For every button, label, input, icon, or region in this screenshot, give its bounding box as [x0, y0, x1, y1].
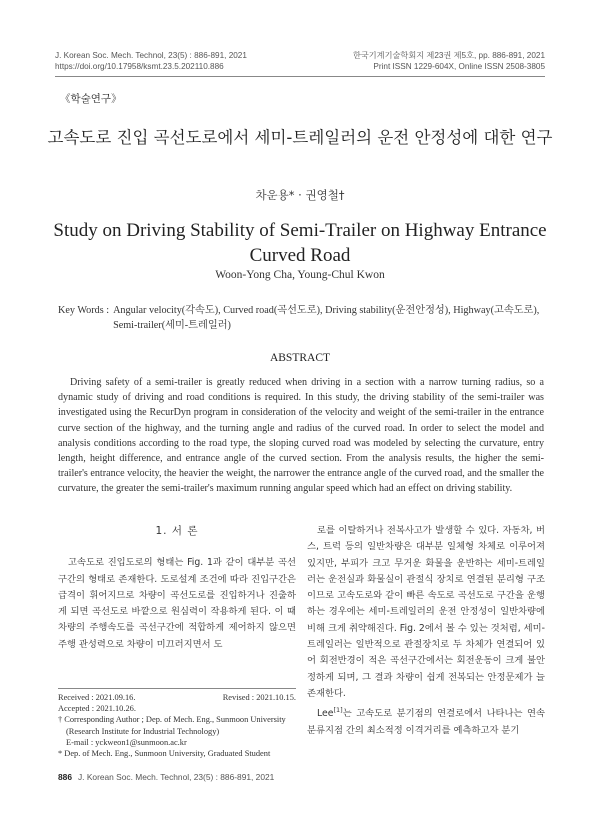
- doi-link[interactable]: https://doi.org/10.17958/ksmt.23.5.202110.886: [55, 62, 224, 71]
- page-footer: [58, 772, 274, 782]
- abstract-text: Driving safety of a semi-trailer is greatly reduced when driving in a section with a narrow turning radius, so a dynamic study of driving and road conditions is required. In this study, the driving stability of the semi-trailer was investigated using the RecurDyn program in consideration of the velocity and weight of the semi-trailer in the entrance curve section of the highway, and the turning angle and radius of the curved road. In order to select the model and analysis conditions according to the road type, the sloping curved road was modeled by selecting the curvature, entry length, height difference, and entrance angle of the curved section. From the analysis results, the higher the semi-trailer's entrance velocity, the heavier the weight, the narrower the entrance angle of the curved road, and the smaller the curvature, the greater the semi-trailer's maximum running angular speed which had an effect on driving stability.: [58, 377, 544, 495]
- authors-english: Woon-Yong Cha, Young-Chul Kwon: [215, 269, 385, 281]
- author-email[interactable]: E-mail : yckweon1@sunmoon.ac.kr: [66, 737, 187, 747]
- title-english: [40, 218, 560, 268]
- accepted-date: Accepted : 2021.10.26.: [58, 704, 136, 714]
- authors-korean: 차운용* · 권영철†: [255, 188, 345, 202]
- body-paragraph: 로를 이탈하거나 전복사고가 발생할 수 있다. 자동차, 버스, 트럭 등의 일반차량은 대부분 일체형 차체로 이루어져 있지만, 부피가 크고 무거운 화물을 운반하는 세미-트레일러는 운전실과 화물실이 관절식 장치로 연결된 분리형 구조이므로 고속도로와 같이 빠른 속도로 곡선도로 구간을 운행하는 경우에는 세미-트레일러의 운전 안정성이 일반차량에 비해 크게 취약해진다. Fig. 2에서 볼 수 있는 것처럼, 세미-트레일러는 일반적으로 관절장치로 두 차체가 연결되어 있어 회전반경이 적은 곡선구간에서는 회전운동이 크게 불안정하게 되며, 그 결과 차량이 쉽게 전복되는 안정문제가 늘 존재한다.: [307, 525, 545, 699]
- keywords-label: Key Words :: [58, 305, 110, 316]
- article-category: 《학술연구》: [60, 93, 122, 105]
- received-date: Received : 2021.09.16.: [58, 693, 136, 702]
- journal-header-left: [55, 50, 247, 72]
- research-institute: (Research Institute for Industrial Technology): [66, 726, 220, 736]
- header-divider: [55, 76, 545, 77]
- body-paragraph-text: 는 고속도로 분기점의 연결로에서 나타나는 연속 분류지점 간의 최소적정 이격거리를 예측하고자 분기: [307, 708, 545, 736]
- title-english-line2: Curved Road: [249, 245, 351, 266]
- body-column-left: [58, 523, 296, 653]
- body-paragraph: 고속도로 진입도로의 형태는 Fig. 1과 같이 대부분 곡선구간의 형태로 존재한다. 도로설계 조건에 따라 진입구간은 급격이 휘어지므로 차량이 곡선도로를 진입하거나 진출하게 되면 곡선도로 바깥으로 원심력이 작용하게 된다. 이 때 차량의 주행속도를 곡선구간에 적합하게 제어하지 않으면 주행 관성력으로 차량이 미끄러지면서 도: [58, 557, 296, 650]
- corresponding-author: † Corresponding Author ; Dep. of Mech. Eng., Sunmoon University: [58, 715, 286, 725]
- title-korean: 고속도로 진입 곡선도로에서 세미-트레일러의 운전 안정성에 대한 연구: [47, 128, 553, 147]
- footnotes: [58, 688, 296, 759]
- author-affiliation: * Dep. of Mech. Eng., Sunmoon University, Graduated Student: [58, 749, 271, 759]
- issn-info: Print ISSN 1229-604X, Online ISSN 2508-3805: [373, 62, 545, 71]
- section-heading-introduction: 1. 서 론: [155, 525, 199, 537]
- page-number: 886: [58, 772, 72, 782]
- cited-author: Lee: [317, 708, 334, 720]
- body-column-right: [307, 523, 545, 739]
- abstract-heading: ABSTRACT: [269, 352, 331, 364]
- journal-citation: J. Korean Soc. Mech. Technol, 23(5) : 886-891, 2021: [55, 51, 247, 60]
- journal-citation-kr: 한국기계기술학회지 제23권 제5호, pp. 886-891, 2021: [352, 51, 545, 60]
- keywords: [58, 303, 548, 333]
- journal-header-right: [353, 50, 545, 72]
- keywords-list: Angular velocity(각속도), Curved road(곡선도로), Driving stability(운전안정성), Highway(고속도로), Semi-trailer(세미-트레일러): [113, 305, 540, 331]
- revised-date: Revised : 2021.10.15.: [222, 693, 296, 702]
- title-english-line1: Study on Driving Stability of Semi-Trailer on Highway Entrance: [53, 220, 547, 241]
- received-revised-row: [58, 692, 296, 703]
- footer-citation: J. Korean Soc. Mech. Technol, 23(5) : 886-891, 2021: [77, 772, 275, 782]
- reference-marker[interactable]: [1]: [333, 706, 343, 715]
- body-paragraph-lee: [307, 702, 545, 739]
